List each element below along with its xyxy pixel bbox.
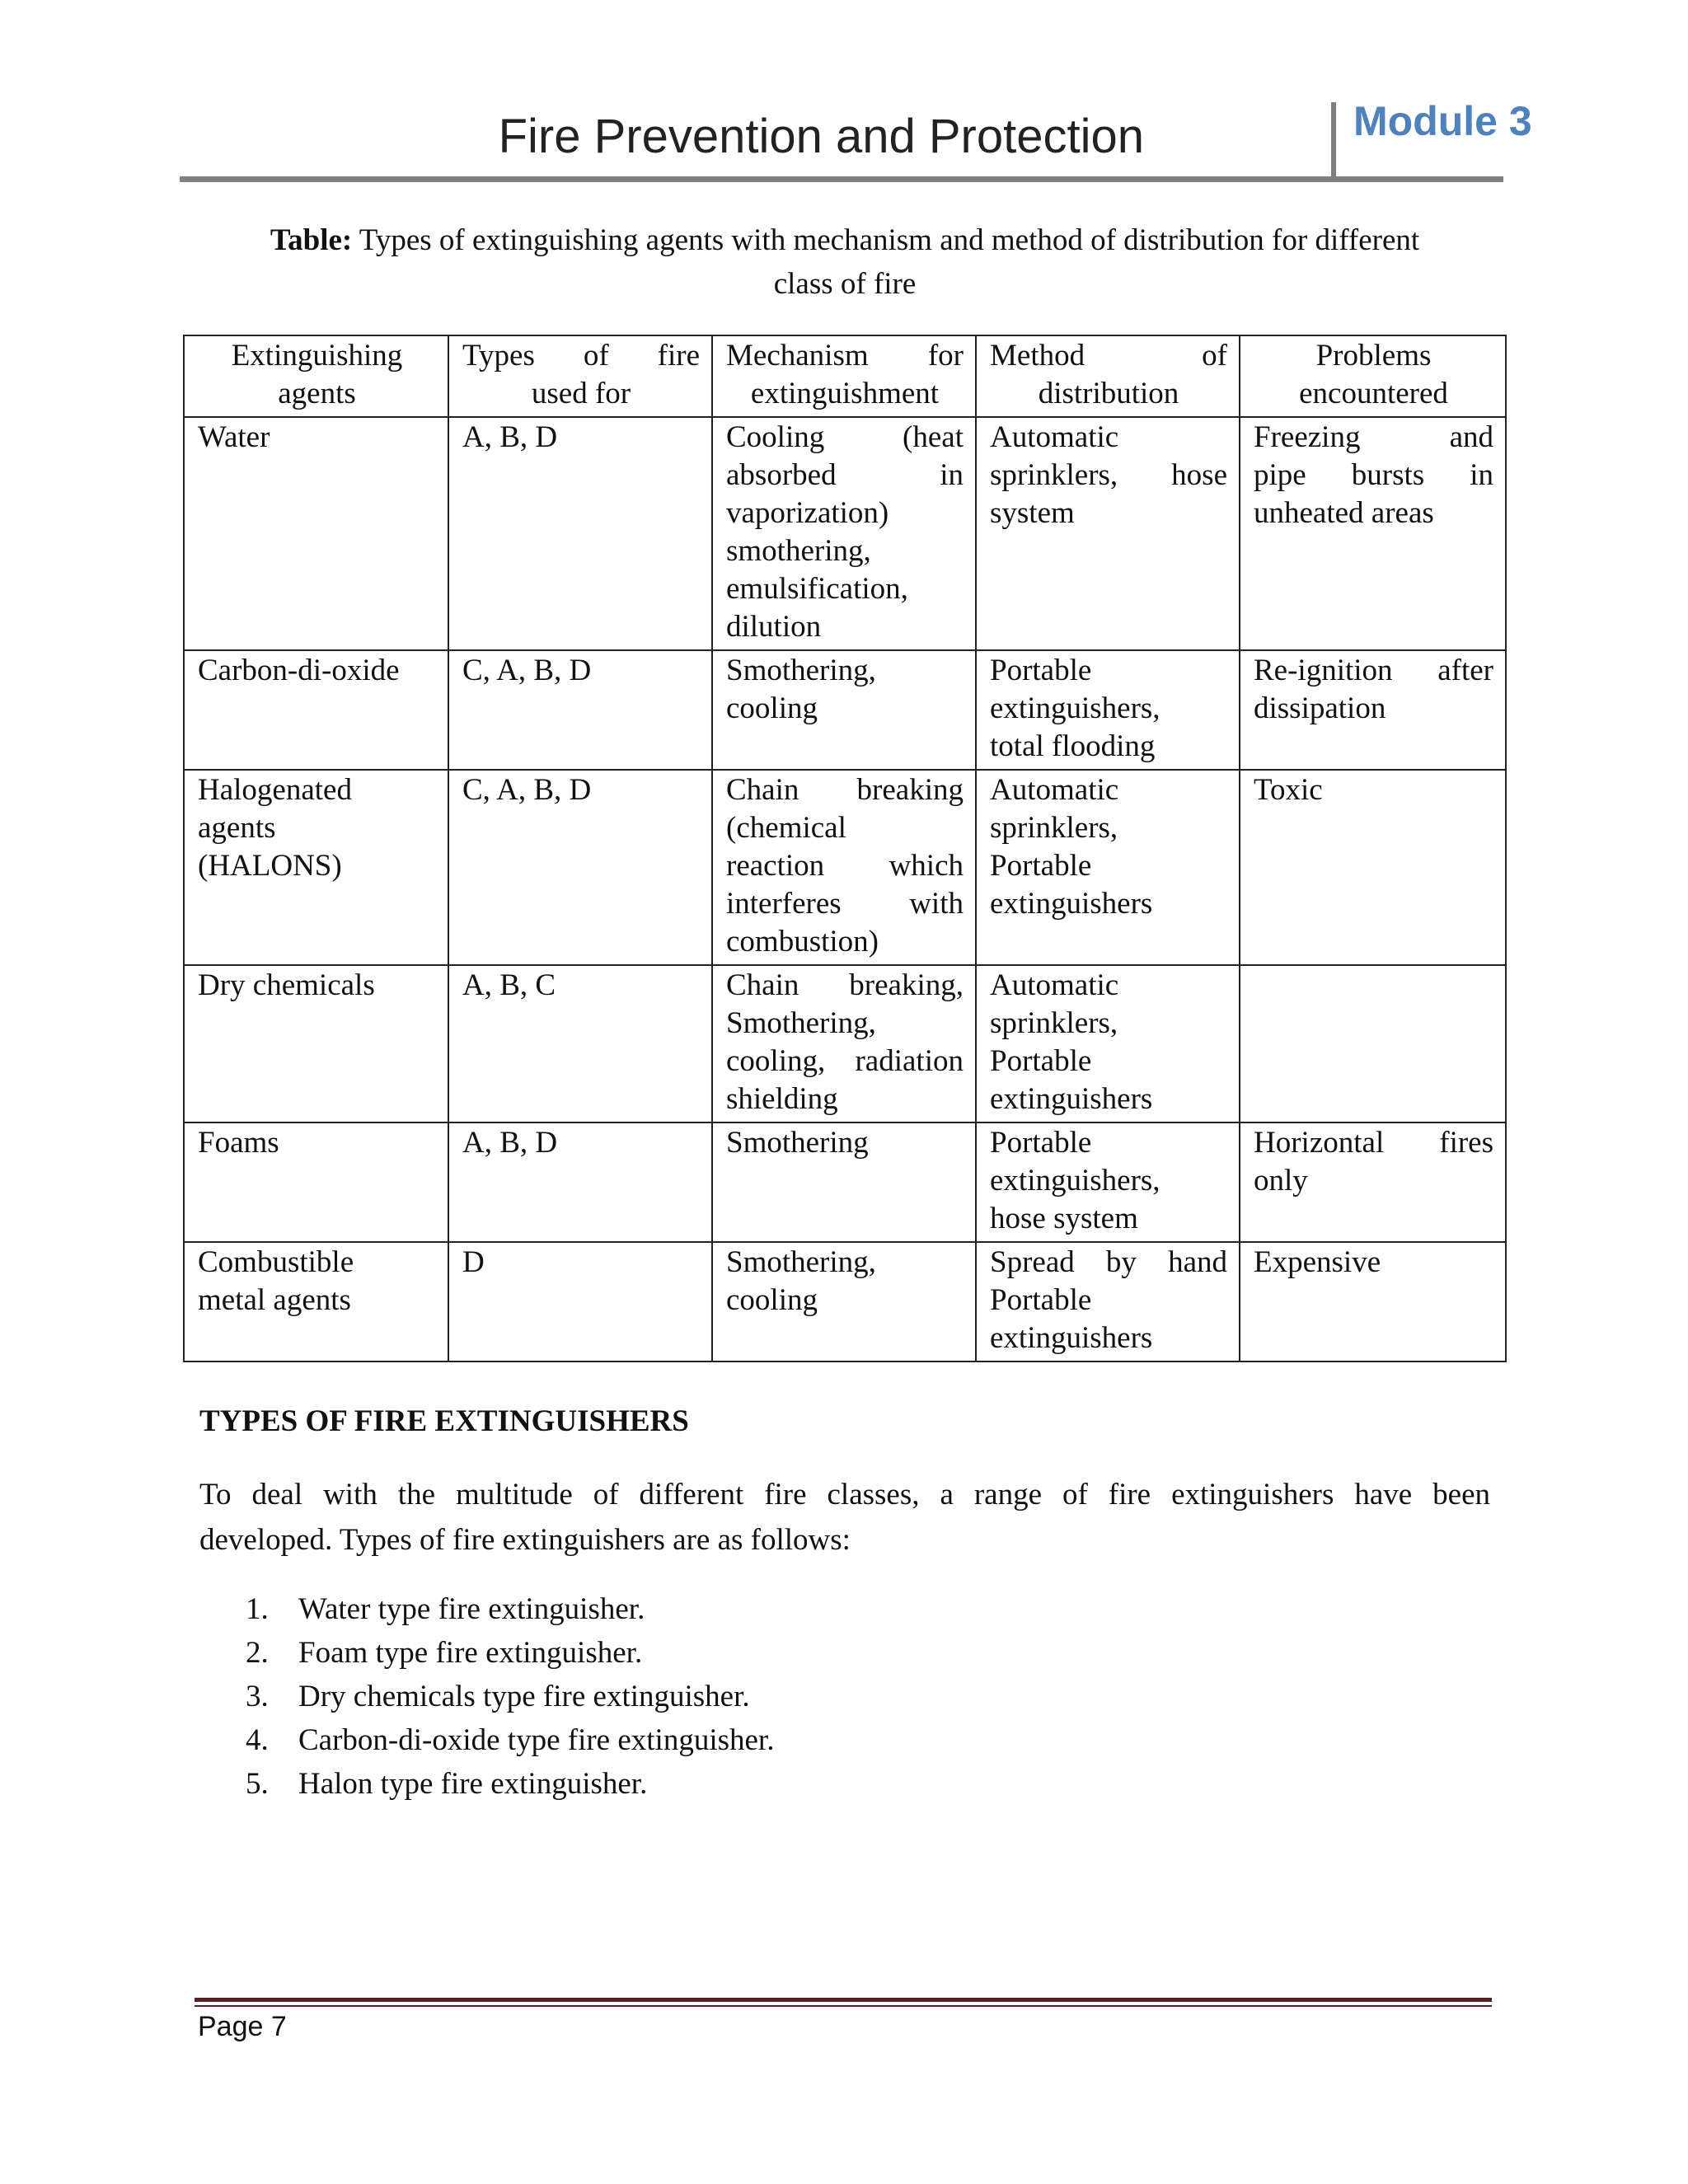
cell-line: emulsification, — [726, 572, 908, 606]
cell-line: used for — [531, 377, 631, 410]
cell-line: unheated areas — [1254, 496, 1434, 530]
table-row — [184, 965, 1506, 1122]
cell-distribution-method — [976, 1122, 1240, 1242]
cell-line: Dry chemicals — [198, 968, 375, 1002]
cell-line: Smothering — [726, 1126, 869, 1160]
cell-fire-types — [448, 965, 712, 1122]
header-types — [448, 335, 712, 417]
cell-line: dissipation — [1254, 691, 1386, 725]
cell-fire-types — [448, 650, 712, 770]
cell-line: sprinklers, hose — [990, 458, 1227, 492]
caption-text: Types of extinguishing agents with mechanism and method of distribution for different — [352, 223, 1420, 257]
list-item — [246, 1675, 774, 1718]
header-problems — [1240, 335, 1506, 417]
cell-agent — [184, 965, 448, 1122]
list-text: Water type fire extinguisher. — [298, 1592, 645, 1626]
cell-line: Portable — [990, 654, 1092, 687]
cell-line: distribution — [1038, 377, 1179, 410]
cell-distribution-method — [976, 1242, 1240, 1361]
cell-fire-types — [448, 770, 712, 965]
caption-label: Table: — [270, 223, 353, 257]
module-label: Module 3 — [1353, 98, 1532, 144]
cell-line: agents — [278, 377, 356, 410]
list-number: 2. — [246, 1636, 269, 1670]
cell-mechanism — [712, 1122, 976, 1242]
page-number: Page 7 — [198, 2011, 287, 2042]
cell-distribution-method — [976, 965, 1240, 1122]
intro-paragraph — [199, 1472, 1490, 1563]
table-row — [184, 770, 1506, 965]
cell-line: Combustible — [198, 1245, 354, 1279]
cell-line: cooling — [726, 691, 818, 725]
cell-line: shielding — [726, 1082, 838, 1116]
cell-line: extinguishers, — [990, 691, 1160, 725]
cell-line: Expensive — [1254, 1245, 1381, 1279]
cell-line: extinguishment — [750, 377, 940, 410]
cell-line: Toxic — [1254, 773, 1323, 807]
cell-line: metal agents — [198, 1283, 351, 1317]
table-body — [184, 417, 1506, 1361]
cell-line: D — [462, 1245, 485, 1279]
cell-line: Chain breaking, — [726, 968, 964, 1002]
header-divider — [1331, 102, 1336, 181]
cell-agent — [184, 770, 448, 965]
cell-agent — [184, 417, 448, 650]
header-method — [976, 335, 1240, 417]
cell-mechanism — [712, 770, 976, 965]
cell-line: vaporization) — [726, 496, 889, 530]
cell-line: combustion) — [726, 925, 879, 958]
cell-mechanism — [712, 965, 976, 1122]
cell-line: cooling — [726, 1283, 818, 1317]
cell-line: A, B, C — [462, 968, 556, 1002]
cell-line: Method of — [990, 339, 1227, 373]
cell-line: Horizontal fires — [1254, 1126, 1493, 1160]
cell-line: Carbon-di-oxide — [198, 654, 400, 687]
cell-line: interferes with — [726, 887, 964, 921]
cell-line: Freezing and — [1254, 420, 1493, 454]
cell-line: extinguishers — [990, 1082, 1153, 1116]
footer-rule-thin — [195, 2005, 1492, 2007]
cell-line: A, B, D — [462, 1126, 558, 1160]
cell-line: Water — [198, 420, 270, 454]
cell-line: Foams — [198, 1126, 279, 1160]
table-header-row — [184, 335, 1506, 417]
cell-problems — [1240, 417, 1506, 650]
cell-problems — [1240, 770, 1506, 965]
list-number: 4. — [246, 1723, 269, 1757]
cell-line: Smothering, — [726, 654, 876, 687]
table-row — [184, 417, 1506, 650]
list-number: 3. — [246, 1680, 269, 1713]
extinguishing-agents-table — [183, 335, 1507, 1362]
cell-line: C, A, B, D — [462, 654, 592, 687]
cell-mechanism — [712, 1242, 976, 1361]
cell-line: Portable — [990, 849, 1092, 883]
cell-line: hose system — [990, 1202, 1138, 1235]
caption-line-1 — [198, 218, 1492, 262]
cell-line: extinguishers — [990, 1321, 1153, 1355]
cell-line: Chain breaking — [726, 773, 964, 807]
section-heading: TYPES OF FIRE EXTINGUISHERS — [199, 1404, 689, 1438]
cell-line: Problems — [1315, 339, 1432, 373]
footer-rule — [195, 1998, 1492, 2002]
cell-line: C, A, B, D — [462, 773, 592, 807]
table-row — [184, 1122, 1506, 1242]
intro-line-1: To deal with the multitude of different fire classes, a range of fire extinguishers have been — [199, 1478, 1490, 1511]
list-text: Foam type fire extinguisher. — [298, 1636, 643, 1670]
cell-line: encountered — [1299, 377, 1448, 410]
cell-line: Spread by hand — [990, 1245, 1227, 1279]
cell-line: dilution — [726, 610, 822, 644]
list-item — [246, 1762, 774, 1806]
intro-line-2: developed. Types of fire extinguishers are as follows: — [199, 1523, 851, 1557]
cell-line: total flooding — [990, 729, 1156, 763]
cell-problems — [1240, 1122, 1506, 1242]
list-item — [246, 1631, 774, 1675]
cell-line: extinguishers, — [990, 1164, 1160, 1197]
table-row — [184, 1242, 1506, 1361]
cell-distribution-method — [976, 650, 1240, 770]
cell-line: Cooling (heat — [726, 420, 964, 454]
list-number: 5. — [246, 1767, 269, 1801]
list-item — [246, 1718, 774, 1762]
document-title: Fire Prevention and Protection — [498, 110, 1144, 163]
header-rule — [180, 176, 1503, 182]
cell-line: Automatic — [990, 968, 1119, 1002]
cell-agent — [184, 650, 448, 770]
cell-line: Re-ignition after — [1254, 654, 1493, 687]
cell-line: sprinklers, — [990, 811, 1118, 845]
header-mechanism — [712, 335, 976, 417]
cell-line: (HALONS) — [198, 849, 342, 883]
caption-line-2: class of fire — [773, 267, 917, 301]
table-row — [184, 650, 1506, 770]
cell-line: system — [990, 496, 1075, 530]
table-caption — [198, 218, 1492, 306]
cell-line: Mechanism for — [726, 339, 964, 373]
cell-line: extinguishers — [990, 887, 1153, 921]
cell-line: Extinguishing — [231, 339, 403, 373]
list-number: 1. — [246, 1592, 269, 1626]
cell-line: smothering, — [726, 534, 871, 568]
extinguisher-types-list — [246, 1587, 774, 1806]
cell-line: only — [1254, 1164, 1308, 1197]
cell-line: Portable — [990, 1283, 1092, 1317]
cell-line: Automatic — [990, 420, 1119, 454]
list-text: Carbon-di-oxide type fire extinguisher. — [298, 1723, 775, 1757]
cell-line: Types of fire — [462, 339, 700, 373]
cell-line: cooling, radiation — [726, 1044, 964, 1078]
page-header — [180, 97, 1532, 183]
cell-line: Portable — [990, 1044, 1092, 1078]
cell-fire-types — [448, 1242, 712, 1361]
cell-line: agents — [198, 811, 276, 845]
cell-fire-types — [448, 1122, 712, 1242]
cell-line: A, B, D — [462, 420, 558, 454]
cell-line: (chemical — [726, 811, 846, 845]
cell-line: Automatic — [990, 773, 1119, 807]
cell-agent — [184, 1122, 448, 1242]
cell-mechanism — [712, 650, 976, 770]
cell-line: pipe bursts in — [1254, 458, 1493, 492]
list-text: Dry chemicals type fire extinguisher. — [298, 1680, 750, 1713]
cell-line: reaction which — [726, 849, 964, 883]
header-agents — [184, 335, 448, 417]
cell-distribution-method — [976, 417, 1240, 650]
cell-line: Halogenated — [198, 773, 352, 807]
cell-line: Smothering, — [726, 1245, 876, 1279]
cell-mechanism — [712, 417, 976, 650]
cell-problems — [1240, 650, 1506, 770]
cell-line: Portable — [990, 1126, 1092, 1160]
list-item — [246, 1587, 774, 1631]
cell-fire-types — [448, 417, 712, 650]
cell-agent — [184, 1242, 448, 1361]
cell-line: absorbed in — [726, 458, 964, 492]
cell-problems — [1240, 1242, 1506, 1361]
cell-line: sprinklers, — [990, 1006, 1118, 1040]
cell-problems — [1240, 965, 1506, 1122]
cell-line: Smothering, — [726, 1006, 876, 1040]
cell-distribution-method — [976, 770, 1240, 965]
list-text: Halon type fire extinguisher. — [298, 1767, 648, 1801]
